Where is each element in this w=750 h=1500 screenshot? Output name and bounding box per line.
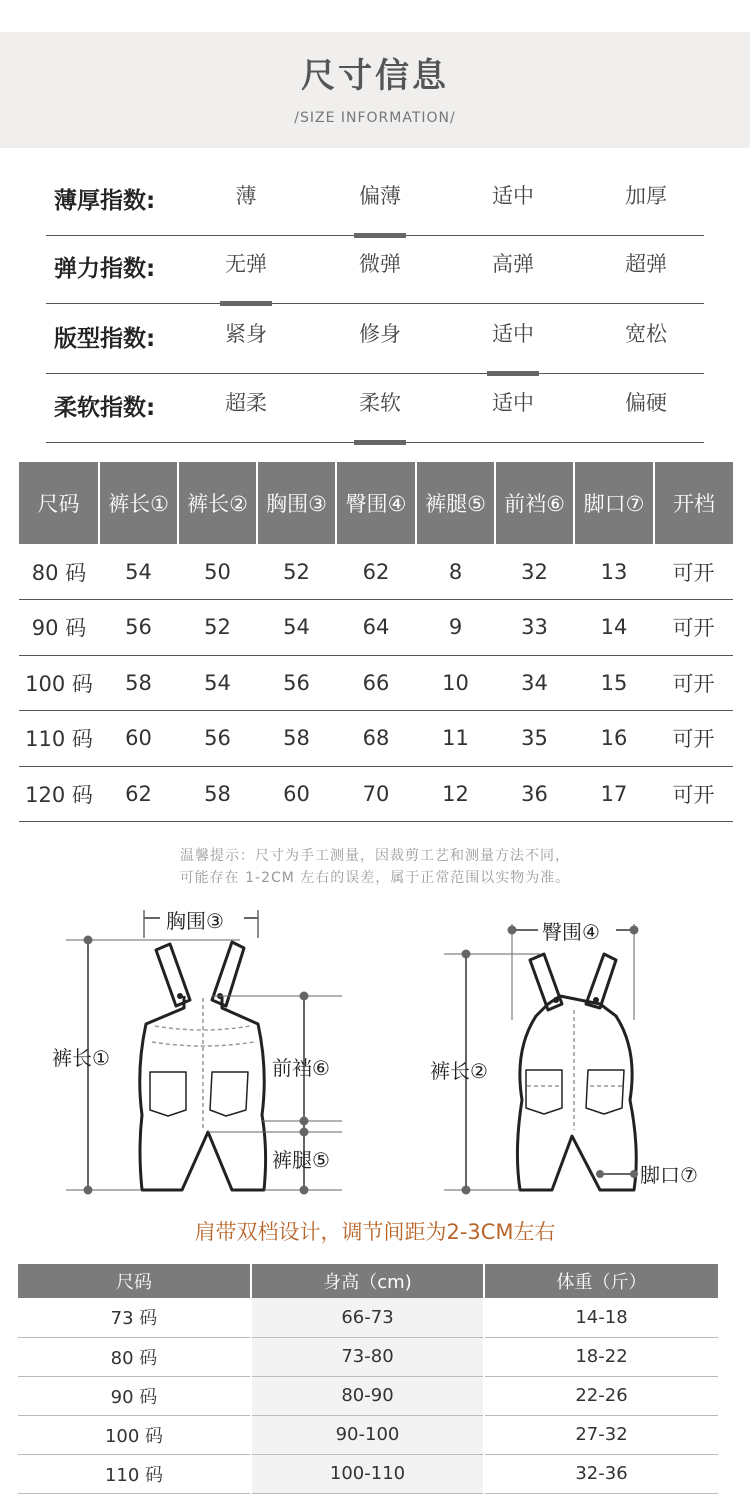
table-cell: 70 [336,766,416,822]
index-option: 高弹 [492,252,534,276]
column-header: 臀围④ [336,462,416,544]
table-cell: 58 [178,766,257,822]
table-cell: 33 [495,600,574,656]
table-cell: 15 [574,655,654,711]
table-cell: 54 [178,655,257,711]
index-option: 无弹 [225,252,267,276]
section-header [0,32,750,148]
table-cell: 9 [416,600,495,656]
label-chest: 胸围③ [166,909,224,933]
table-cell: 73-80 [251,1337,484,1376]
table-cell: 13 [574,544,654,600]
table-cell: 66 [336,655,416,711]
table-cell: 12 [416,766,495,822]
table-row [18,1454,718,1493]
height-weight-header [18,1264,718,1298]
table-cell: 100 码 [19,655,99,711]
column-header: 身高（cm) [251,1264,484,1298]
table-cell: 16 [574,711,654,767]
table-cell: 110 码 [18,1454,251,1493]
index-option: 适中 [492,391,534,415]
column-header: 前裆⑥ [495,462,574,544]
table-cell: 56 [99,600,178,656]
table-row [19,766,733,822]
index-option: 加厚 [625,184,667,208]
table-cell: 可开 [654,711,733,767]
table-cell: 可开 [654,766,733,822]
column-header: 尺码 [19,462,99,544]
table-cell: 18-22 [484,1337,718,1376]
back-overalls-drawing [517,954,636,1190]
table-cell: 58 [257,711,336,767]
label-length-1: 裤长① [52,1046,110,1070]
tips-line-1: 温馨提示：尺寸为手工测量，因裁剪工艺和测量方法不同， [180,848,570,864]
table-cell: 90-100 [251,1415,484,1454]
table-cell: 73 码 [18,1298,251,1337]
index-option: 适中 [492,322,534,346]
page-subtitle: /SIZE INFORMATION/ [294,110,456,126]
table-cell: 58 [99,655,178,711]
table-cell: 60 [257,766,336,822]
index-row [46,304,704,374]
table-cell: 可开 [654,600,733,656]
index-option: 薄 [235,184,257,208]
table-row [19,711,733,767]
table-cell: 66-73 [251,1298,484,1337]
index-option: 偏薄 [359,184,401,208]
table-cell: 110 码 [19,711,99,767]
index-selected-marker [354,440,406,445]
index-row [46,234,704,304]
label-hip: 臀围④ [542,920,600,944]
table-cell: 100-110 [251,1454,484,1493]
column-header: 胸围③ [257,462,336,544]
table-cell: 50 [178,544,257,600]
index-label: 版型指数: [54,326,156,352]
table-cell: 90 码 [18,1376,251,1415]
column-header: 裤长② [178,462,257,544]
table-cell: 62 [99,766,178,822]
index-label: 薄厚指数: [54,188,156,214]
table-cell: 64 [336,600,416,656]
table-cell: 32-36 [484,1454,718,1493]
table-cell: 17 [574,766,654,822]
height-weight-table [18,1264,718,1494]
table-cell: 100 码 [18,1415,251,1454]
column-header: 尺码 [18,1264,251,1298]
index-option: 宽松 [625,322,667,346]
column-header: 脚口⑦ [574,462,654,544]
index-option: 微弹 [359,252,401,276]
measurement-diagram [0,900,750,1210]
table-cell: 可开 [654,544,733,600]
table-cell: 90 码 [19,600,99,656]
table-cell: 22-26 [484,1376,718,1415]
table-cell: 54 [257,600,336,656]
strap-note: 肩带双档设计，调节间距为2-3CM左右 [194,1220,556,1244]
index-option: 适中 [492,184,534,208]
table-cell: 52 [178,600,257,656]
index-label: 柔软指数: [54,395,156,421]
table-row [18,1337,718,1376]
table-cell: 32 [495,544,574,600]
table-row [18,1415,718,1454]
tips-line-2: 可能存在 1-2CM 左右的误差，属于正常范围以实物为准。 [179,870,571,886]
table-row [19,600,733,656]
column-header: 体重（斤） [484,1264,718,1298]
table-cell: 8 [416,544,495,600]
table-cell: 14 [574,600,654,656]
table-cell: 56 [257,655,336,711]
table-row [19,655,733,711]
index-label: 弹力指数: [54,256,156,282]
table-cell: 36 [495,766,574,822]
index-option: 超弹 [625,252,667,276]
table-cell: 60 [99,711,178,767]
index-option: 超柔 [225,391,267,415]
table-row [18,1298,718,1337]
index-row [46,373,704,443]
table-row [19,544,733,600]
column-header: 开档 [654,462,733,544]
index-option: 修身 [359,322,401,346]
measurement-tips [0,845,750,889]
table-cell: 68 [336,711,416,767]
index-option: 偏硬 [625,391,667,415]
table-cell: 56 [178,711,257,767]
label-leg: 裤腿⑤ [272,1148,330,1172]
front-overalls-drawing [140,942,266,1190]
page-title: 尺寸信息 [301,56,449,96]
table-cell: 62 [336,544,416,600]
column-header: 裤腿⑤ [416,462,495,544]
index-option: 柔软 [359,391,401,415]
column-header: 裤长① [99,462,178,544]
table-cell: 11 [416,711,495,767]
label-front-rise: 前裆⑥ [272,1056,330,1080]
table-row [18,1376,718,1415]
table-cell: 可开 [654,655,733,711]
table-cell: 80 码 [19,544,99,600]
table-cell: 10 [416,655,495,711]
table-cell: 54 [99,544,178,600]
index-row [46,166,704,236]
label-length-2: 裤长② [430,1059,488,1083]
size-table-header [19,462,733,544]
size-table [19,462,733,822]
table-cell: 35 [495,711,574,767]
table-cell: 80 码 [18,1337,251,1376]
table-cell: 14-18 [484,1298,718,1337]
table-cell: 52 [257,544,336,600]
table-cell: 120 码 [19,766,99,822]
index-option: 紧身 [225,322,267,346]
table-cell: 27-32 [484,1415,718,1454]
table-cell: 80-90 [251,1376,484,1415]
label-cuff: 脚口⑦ [640,1163,698,1187]
table-cell: 34 [495,655,574,711]
